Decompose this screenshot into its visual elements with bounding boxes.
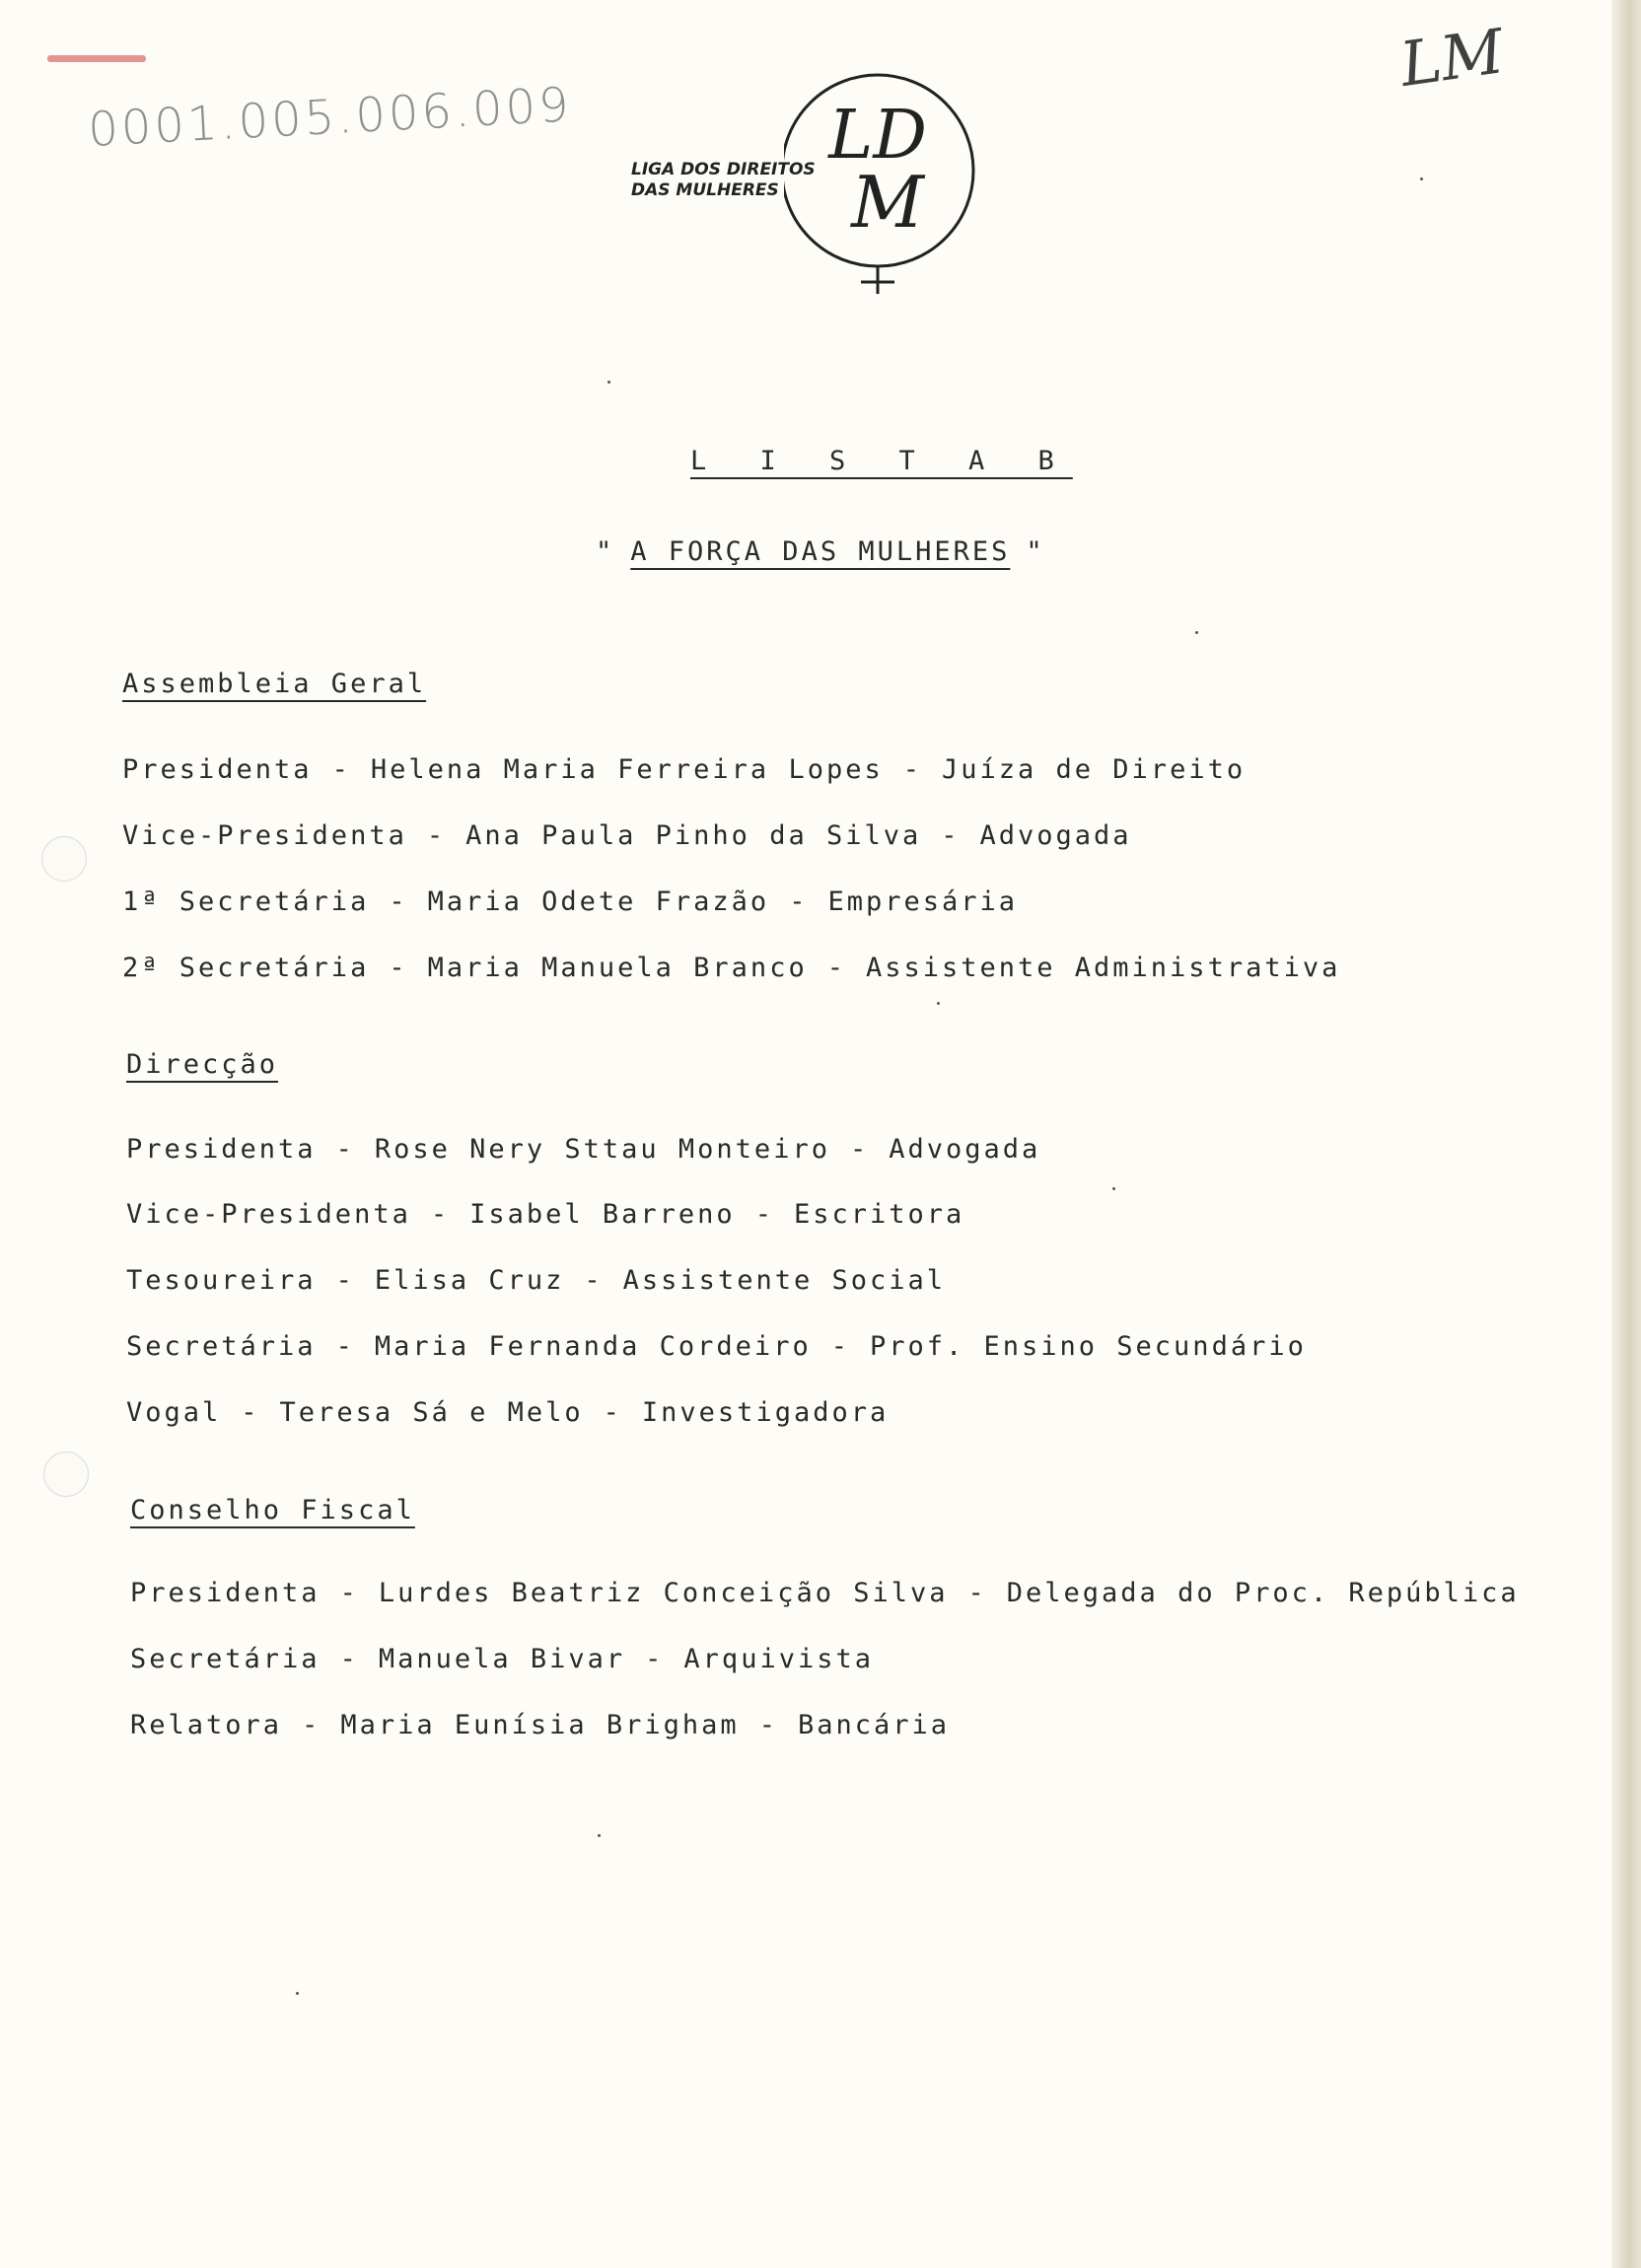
member-role: Vogal xyxy=(126,1397,222,1428)
ink-speck xyxy=(1112,1187,1115,1190)
member-line: 2ª Secretária - Maria Manuela Branco - Assistente Administrativa xyxy=(122,953,1341,983)
member-profession: Delegada do Proc. República xyxy=(1006,1578,1520,1608)
member-name: Rose Nery Sttau Monteiro xyxy=(374,1134,830,1165)
member-profession: Juíza de Direito xyxy=(942,754,1247,785)
ink-speck xyxy=(1195,631,1198,634)
logo-text-line1: LIGA DOS DIREITOS xyxy=(631,160,816,179)
member-name: Ana Paula Pinho da Silva xyxy=(465,820,922,851)
member-line: Vice-Presidenta - Isabel Barreno - Escritora xyxy=(126,1199,965,1230)
female-symbol-icon xyxy=(784,67,991,304)
punch-hole xyxy=(43,1452,89,1497)
member-profession: Arquivista xyxy=(683,1644,874,1674)
member-profession: Empresária xyxy=(827,886,1019,917)
member-name: Maria Odete Frazão xyxy=(427,886,770,917)
section-heading-conselho-fiscal: Conselho Fiscal xyxy=(130,1495,415,1525)
member-name: Helena Maria Ferreira Lopes xyxy=(370,754,884,785)
ink-speck xyxy=(1420,177,1423,180)
logo-monogram-bottom: M xyxy=(851,161,924,244)
member-role: Secretária xyxy=(126,1331,317,1362)
member-line: Secretária - Maria Fernanda Cordeiro - Prof. Ensino Secundário xyxy=(126,1331,1307,1362)
member-role: Presidenta xyxy=(122,754,313,785)
archive-number: 0001.005.006.009 xyxy=(87,77,574,158)
handwritten-initials: LM xyxy=(1395,15,1509,101)
member-name: Manuela Bivar xyxy=(378,1644,626,1674)
member-role: 2ª Secretária xyxy=(122,953,370,983)
member-profession: Advogada xyxy=(889,1134,1041,1165)
ink-speck xyxy=(607,381,610,384)
member-profession: Investigadora xyxy=(641,1397,890,1428)
member-line: Vogal - Teresa Sá e Melo - Investigadora xyxy=(126,1397,890,1428)
member-line: Tesoureira - Elisa Cruz - Assistente Social xyxy=(126,1265,946,1296)
member-role: Vice-Presidenta xyxy=(122,820,407,851)
subtitle-text: A FORÇA DAS MULHERES xyxy=(630,536,1011,567)
member-profession: Prof. Ensino Secundário xyxy=(869,1331,1307,1362)
member-name: Maria Fernanda Cordeiro xyxy=(374,1331,812,1362)
member-role: Presidenta xyxy=(126,1134,317,1165)
member-line: Presidenta - Rose Nery Sttau Monteiro - Advogada xyxy=(126,1134,1041,1165)
member-name: Elisa Cruz xyxy=(374,1265,565,1296)
punch-hole xyxy=(41,836,87,882)
member-line: Secretária - Manuela Bivar - Arquivista xyxy=(130,1644,874,1674)
member-name: Teresa Sá e Melo xyxy=(279,1397,584,1428)
member-line: Vice-Presidenta - Ana Paula Pinho da Silva - Advogada xyxy=(122,820,1132,851)
logo-text-line2: DAS MULHERES xyxy=(631,180,779,200)
member-name: Maria Eunísia Brigham xyxy=(340,1710,740,1740)
list-subtitle xyxy=(596,536,1045,567)
member-line: 1ª Secretária - Maria Odete Frazão - Empresária xyxy=(122,886,1019,917)
member-name: Maria Manuela Branco xyxy=(427,953,808,983)
ink-speck xyxy=(296,1992,299,1995)
member-profession: Assistente Administrativa xyxy=(865,953,1341,983)
member-name: Lurdes Beatriz Conceição Silva xyxy=(378,1578,949,1608)
ldm-logo xyxy=(631,67,996,304)
logo-monogram-top: LD xyxy=(828,97,927,175)
red-mark xyxy=(47,55,146,62)
member-role: Tesoureira xyxy=(126,1265,317,1296)
page-edge-shadow xyxy=(1611,0,1641,2268)
member-role: Relatora xyxy=(130,1710,283,1740)
member-role: Secretária xyxy=(130,1644,321,1674)
section-heading-assembleia: Assembleia Geral xyxy=(122,669,427,699)
member-profession: Advogada xyxy=(979,820,1132,851)
member-role: Vice-Presidenta xyxy=(126,1199,411,1230)
member-name: Isabel Barreno xyxy=(469,1199,736,1230)
section-heading-direccao: Direcção xyxy=(126,1049,279,1080)
member-profession: Escritora xyxy=(793,1199,965,1230)
ink-speck xyxy=(937,1002,940,1005)
member-profession: Assistente Social xyxy=(622,1265,946,1296)
list-title: L I S T A B xyxy=(690,446,1073,476)
ink-speck xyxy=(598,1834,601,1837)
member-line: Presidenta - Helena Maria Ferreira Lopes - Juíza de Direito xyxy=(122,754,1247,785)
member-role: 1ª Secretária xyxy=(122,886,370,917)
close-quote: " xyxy=(1026,536,1045,567)
member-profession: Bancária xyxy=(797,1710,950,1740)
member-role: Presidenta xyxy=(130,1578,321,1608)
member-line: Presidenta - Lurdes Beatriz Conceição Silva - Delegada do Proc. República xyxy=(130,1578,1520,1608)
open-quote: " xyxy=(596,536,615,567)
member-line: Relatora - Maria Eunísia Brigham - Bancária xyxy=(130,1710,950,1740)
